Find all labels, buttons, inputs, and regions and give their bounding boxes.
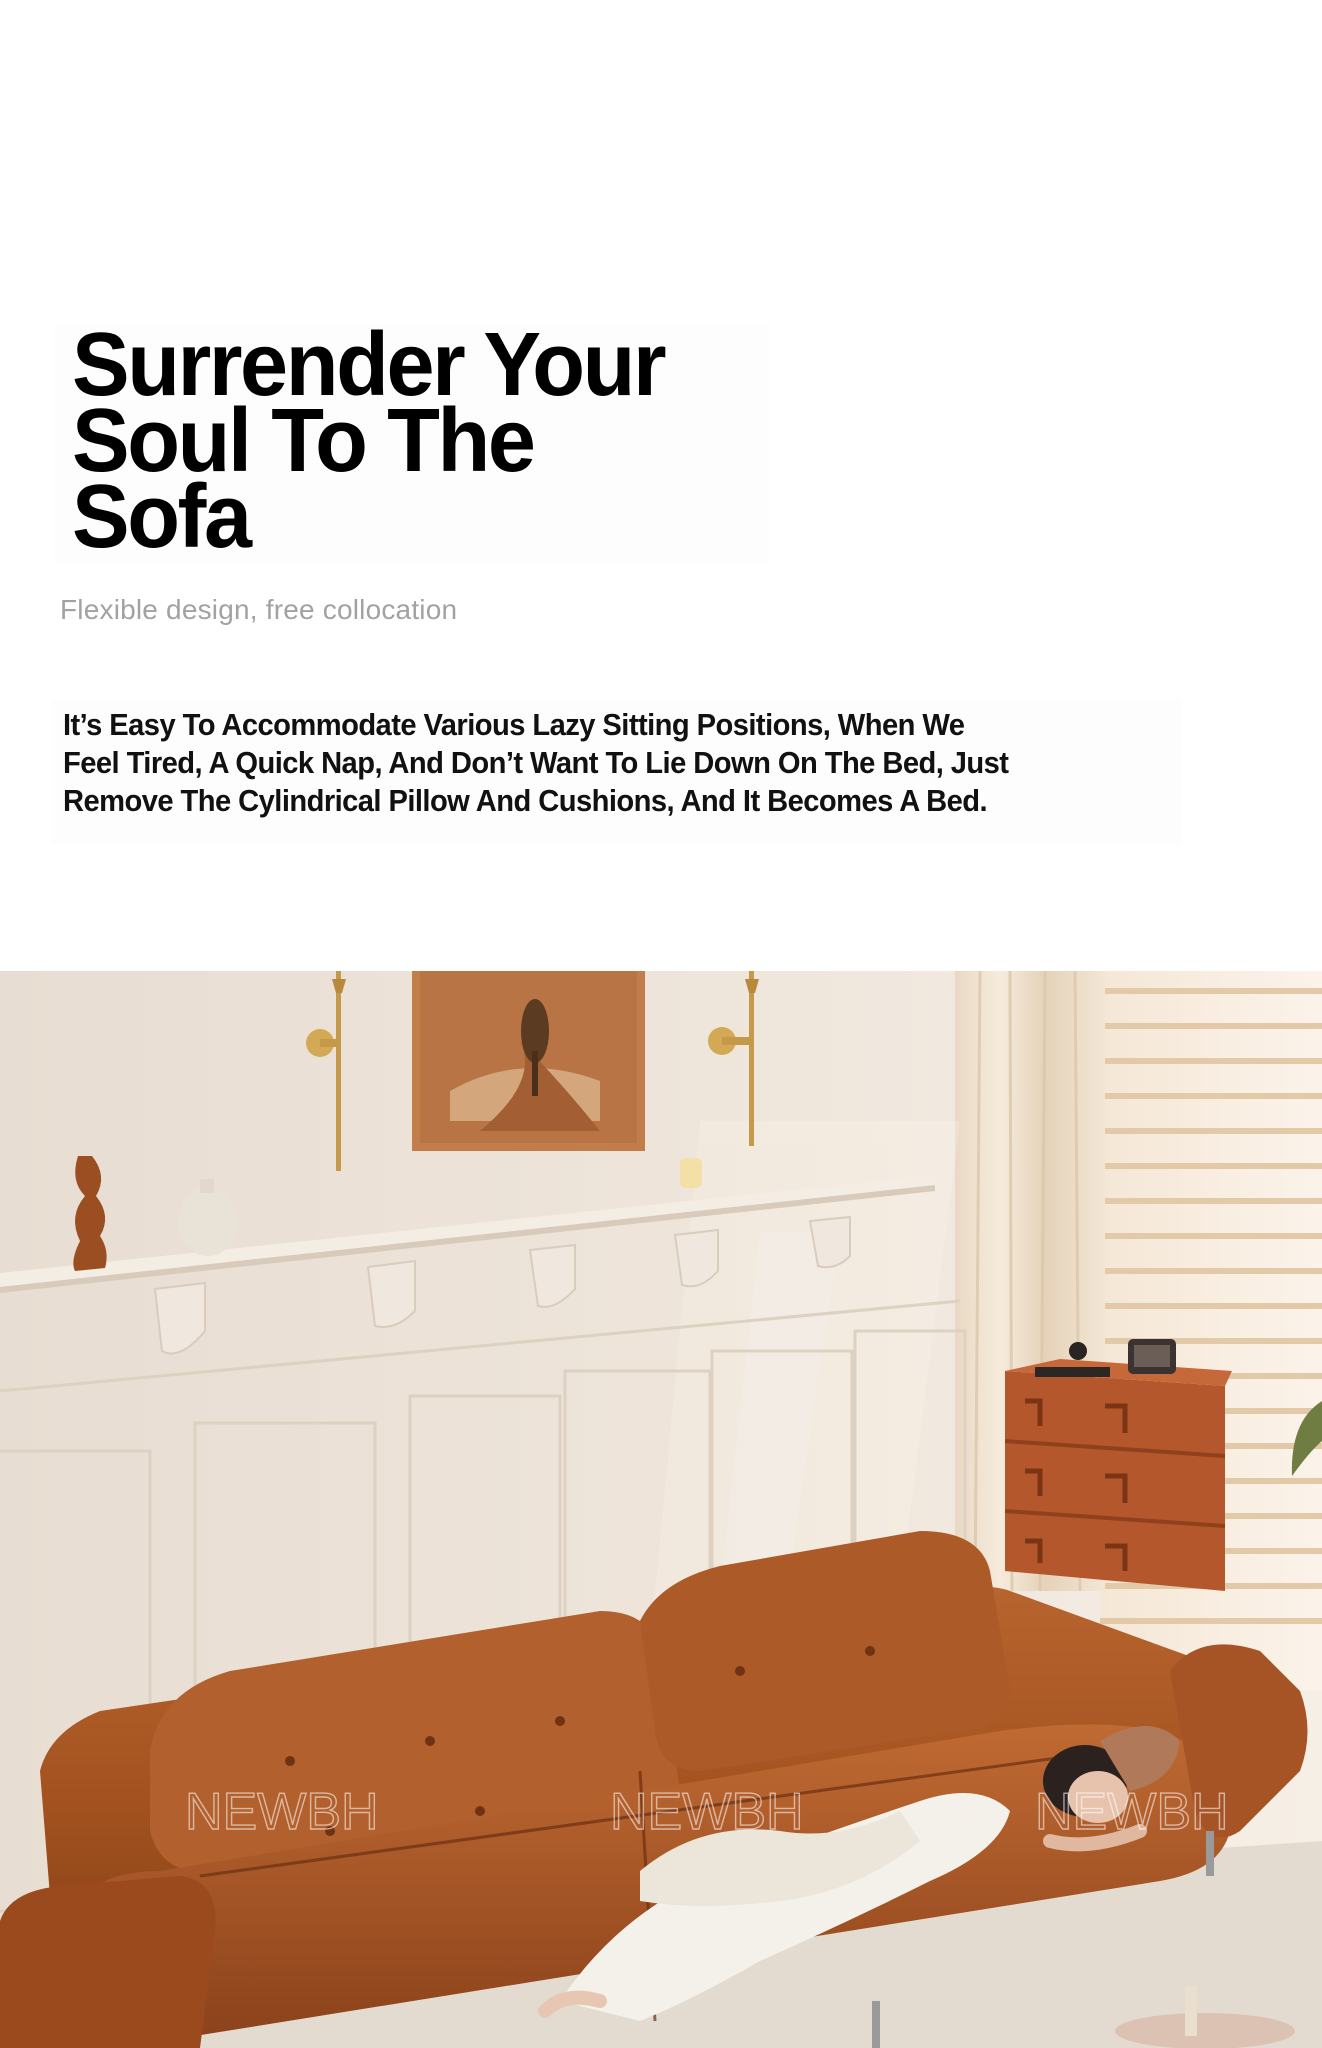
headline-line-2: Soul To The xyxy=(72,391,534,491)
headline-line-1: Surrender Your xyxy=(72,315,665,415)
description-text xyxy=(63,706,1172,820)
watermark-text-3: NEWBH xyxy=(1035,1783,1229,1841)
watermark xyxy=(185,1783,1229,1841)
watermark-text-1: NEWBH xyxy=(185,1783,379,1841)
watermark-text-2: NEWBH xyxy=(610,1783,804,1841)
description-line-2: Feel Tired, A Quick Nap, And Don’t Want To Lie Down On The Bed, Just xyxy=(63,745,1009,780)
subtitle: Flexible design, free collocation xyxy=(60,594,458,625)
sofa-lifestyle-photo xyxy=(0,971,1322,2048)
description-line-3: Remove The Cylindrical Pillow And Cushions, And It Becomes A Bed. xyxy=(63,783,988,818)
page-headline xyxy=(72,315,744,567)
description-line-1: It’s Easy To Accommodate Various Lazy Sitting Positions, When We xyxy=(63,707,965,742)
side-cabinet xyxy=(1005,1339,1232,1591)
wall-painting xyxy=(412,971,645,1151)
headline-line-3: Sofa xyxy=(72,467,250,567)
